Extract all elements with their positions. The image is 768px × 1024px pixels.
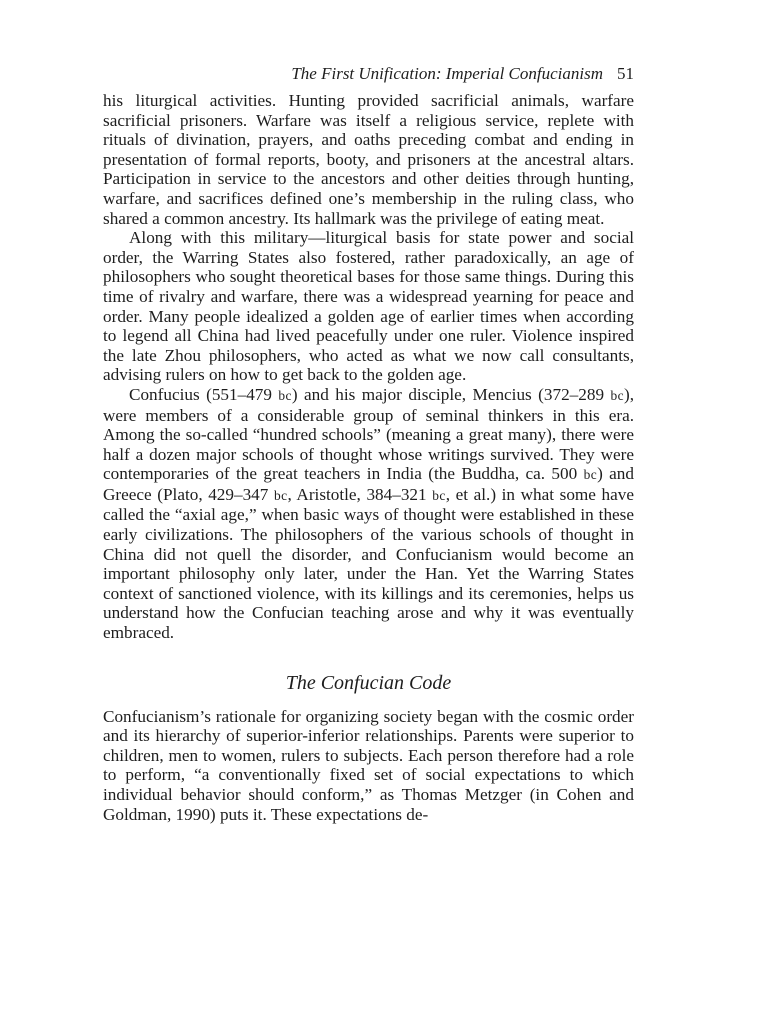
era-abbreviation: bc xyxy=(432,487,446,503)
era-abbreviation: bc xyxy=(610,387,624,403)
paragraph-3 xyxy=(103,385,634,643)
era-abbreviation: bc xyxy=(273,487,288,503)
paragraph-4: Confucianism’s rationale for organizing society began with the cosmic order and its hierarchy of superior-inferior relationships. Parents were superior to children, men to women, rulers to subjects. Each person therefore had a role to perform, “a conventionally fixed set of social expectations to which individual behavior should conform,” as Thomas Metzger (in Cohen and Goldman, 1990) puts it. These expectations de- xyxy=(103,706,634,824)
paragraph-1: his liturgical activities. Hunting provided sacrificial animals, warfare sacrificial prisoners. Warfare was itself a religious service, replete with rituals of divination, prayers, and oaths preceding combat and ending in presentation of formal reports, booty, and prisoners at the ancestral altars. Participation in service to the ancestors and other deities through hunting, warfare, and sacrifices defined one’s membership in the ruling class, who shared a common ancestry. Its hallmark was the privilege of eating meat. xyxy=(103,91,634,228)
paragraph-2: Along with this military—liturgical basis for state power and social order, the Warring States also fostered, rather paradoxically, an age of philosophers who sought theoretical bases for those same things. During this time of rivalry and warfare, there was a widespread yearning for peace and order. Many people idealized a golden age of earlier times when according to legend all China had lived peacefully under one ruler. Violence inspired the late Zhou philosophers, who acted as what we now call consultants, advising rulers on how to get back to the golden age. xyxy=(103,228,634,385)
book-page xyxy=(103,60,634,824)
section-heading: The Confucian Code xyxy=(285,671,452,694)
paragraph-3-text: , et al.) in what some have called the “axial age,” when basic ways of thought were established in these early civilizations. The philosophers of the various schools of thought in China did not quell the disorder, and Confucianism would become an important philosophy only later, under the Han. Yet the Warring States context of sanctioned violence, with its killings and its ceremonies, helps us understand how the Confucian teaching arose and why it was eventually embraced. xyxy=(103,484,634,643)
paragraph-3-text: ) and Greece (Plato, 429–347 xyxy=(103,464,634,504)
body-text xyxy=(103,91,634,824)
paragraph-3-text: , Aristotle, 384–321 xyxy=(287,484,433,504)
paragraph-3-text: ) and his major disciple, Mencius (372–289 xyxy=(291,384,611,404)
era-abbreviation: bc xyxy=(278,387,292,403)
running-head-title: The First Unification: Imperial Confucianism xyxy=(291,64,603,83)
era-abbreviation: bc xyxy=(583,467,598,483)
page-number: 51 xyxy=(617,64,634,83)
paragraph-3-text: ), were members of a considerable group of seminal thinkers in this era. Among the so-called “hundred schools” (meaning a great many), there were half a dozen major schools of thought whose writings survived. They were contemporaries of the great teachers in India (the Buddha, ca. 500 xyxy=(103,384,634,484)
running-head xyxy=(103,60,634,91)
paragraph-3-text: Confucius (551–479 xyxy=(129,384,279,404)
